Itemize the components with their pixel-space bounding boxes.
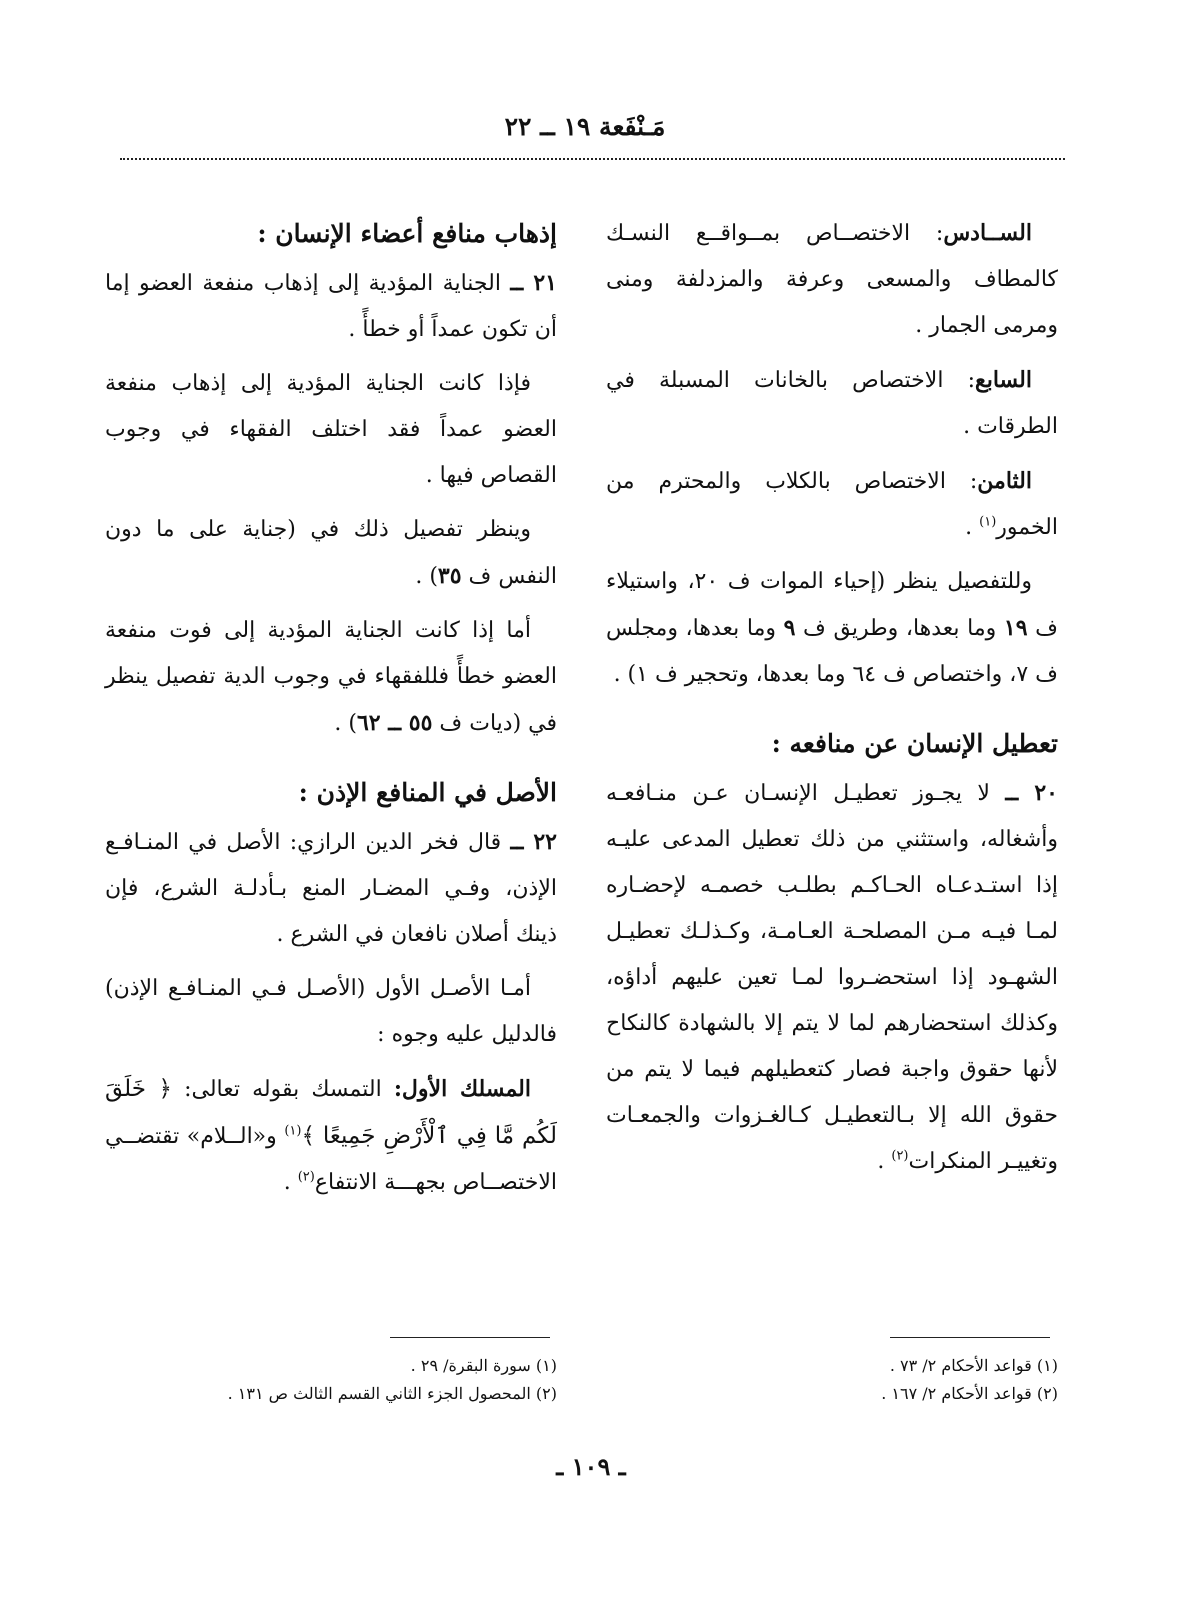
paragraph-intentional: فإذا كانت الجناية المؤدية إلى إذهاب منفعة العضو عمداً فقد اختلف الفقهاء في وجوب القصاص فيها . xyxy=(105,371,557,488)
quran-verse: ﴿ خَلَقَ لَكُم مَّا فِي ٱلْأَرْضِ جَمِيعًا ﴾ xyxy=(105,1076,557,1149)
term-seventh: السابع xyxy=(975,367,1032,393)
footnote-ref: (١) xyxy=(979,514,997,530)
footnotes-right xyxy=(606,1352,1058,1408)
paragraph-eighth: الثامن: الاختصاص بالكلاب والمحترم من الخمور$^{(١)}$ . xyxy=(606,468,1058,540)
section-heading-removing-organ-benefits: إذهاب منافع أعضاء الإنسان : xyxy=(257,219,557,248)
term-sixth: الســادس xyxy=(943,220,1032,246)
paragraph-number: ٢٠ ــ xyxy=(1005,780,1058,806)
footnote-rule-right xyxy=(890,1337,1050,1338)
footnote-ref: (١) xyxy=(284,1123,302,1139)
paragraph-first-path: المسلك الأول: التمسك بقوله تعالى: ﴿ خَلَقَ لَكُم مَّا فِي ٱلْأَرْضِ جَمِيعًا ﴾$^{(١)}$ و«الــلام» تقتضــي الاختصــاص بجهـــة الانتفاع$^{(٢)}$ . xyxy=(105,1076,557,1195)
header-dotted-rule xyxy=(120,158,1065,160)
paragraph-see-details: وينظر تفصيل ذلك في (جناية على ما دون النفس ف ٣٥) . xyxy=(105,517,557,589)
paragraph-sixth xyxy=(606,210,1058,349)
paragraph-21: ٢١ ــ الجناية المؤدية إلى إذهاب منفعة العضو إما أن تكون عمداً أو خطأً . xyxy=(105,270,557,342)
footnote-item: (١) سورة البقرة/ ٢٩ . xyxy=(410,1356,557,1375)
paragraph-eighth-text: : الاختصاص بالكلاب والمحترم من الخمور xyxy=(606,469,1058,540)
term-first-path: المسلك الأول: xyxy=(393,1076,531,1102)
footnotes-left xyxy=(105,1352,557,1408)
paragraph-seventh-text: : الاختصاص بالخانات المسبلة في الطرقات . xyxy=(606,368,1058,439)
paragraph-first-principle: أمـا الأصـل الأول (الأصـل فـي المنـافـع الإذن) فالدليل عليه وجوه : xyxy=(105,976,557,1047)
paragraph-22: ٢٢ ــ قال فخر الدين الرازي: الأصل في المنـافـع الإذن، وفـي المضـار المنع بـأدلـة الشرع، فإن ذينك أصلان نافعان في الشرع . xyxy=(105,829,557,947)
footnote-item: (٢) المحصول الجزء الثاني القسم الثالث ص ١٣١ . xyxy=(227,1384,557,1403)
section-heading-disabling-person: تعطيل الإنسان عن منافعه : xyxy=(771,729,1058,758)
footnote-item: (٢) قواعد الأحكام ٢/ ١٦٧ . xyxy=(881,1384,1058,1403)
footnote-ref: (٢) xyxy=(297,1169,315,1185)
section-heading-principle-permission: الأصل في المنافع الإذن : xyxy=(298,778,557,807)
paragraph-20: ٢٠ ــ لا يجـوز تعطيـل الإنسـان عـن منـافعـه وأشغاله، واستثني من ذلك تعطيل المدعى عليـه إذا استـدعـاه الحـاكـم بطلـب خصمـه لإحضـاره لمـا فيـه مـن المصلحـة العـامـة، وكـذلـك تعطيـل الشهـود إذا استحضـروا لمـا تعين عليهم أداؤه، وكذلك استحضارهم لما لا يتم إلا بالشهادة كالنكاح لأنها حقوق واجبة فصار كتعطيلهم فيما لا يتم من حقوق الله إلا بـالتعطيـل كـالغـزوات والجمعـات وتغييـر المنكرات$^{(٢)}$ . xyxy=(606,780,1058,1174)
left-column xyxy=(105,210,557,1214)
footnote-rule-left xyxy=(390,1337,550,1338)
paragraph-mistake: أما إذا كانت الجناية المؤدية إلى فوت منفعة العضو خطأً فللفقهاء في وجوب الدية تفصيل ينظر في (ديات ف ٥٥ ــ ٦٢) . xyxy=(105,618,557,736)
paragraph-number: ٢١ ــ xyxy=(510,270,557,296)
paragraph-sixth-text: : الاختصــاص بمــواقــع النسـك كالمطاف والمسعى وعرفة والمزدلفة ومنى ومرمى الجمار . xyxy=(606,221,1058,338)
footnote-ref: (٢) xyxy=(891,1148,909,1164)
paragraph-details-refs: وللتفصيل ينظر (إحياء الموات ف ٢٠، واستيلاء ف ١٩ وما بعدها، وطريق ف ٩ وما بعدها، ومجلس ف ٧، واختصاص ف ٦٤ وما بعدها، وتحجير ف ١) . xyxy=(606,569,1058,687)
paragraph-number: ٢٢ ــ xyxy=(510,829,557,855)
page-number: ـ ١٠٩ ـ xyxy=(556,1452,626,1481)
right-column xyxy=(606,210,1058,1193)
footnote-item: (١) قواعد الأحكام ٢/ ٧٣ . xyxy=(889,1356,1058,1375)
page-header-title: مَـنْفَعة ١٩ ــ ٢٢ xyxy=(504,112,666,141)
paragraph-seventh xyxy=(606,357,1058,450)
term-eighth: الثامن xyxy=(977,468,1032,494)
